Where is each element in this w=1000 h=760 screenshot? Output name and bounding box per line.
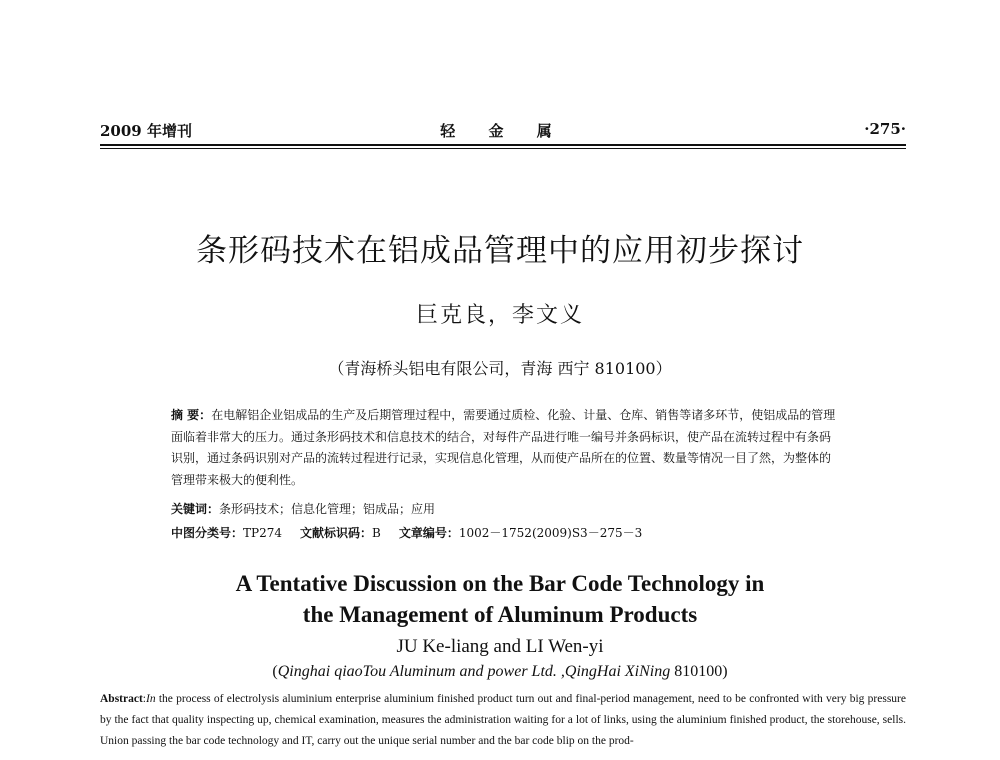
chinese-affiliation: （青海桥头铝电有限公司，青海 西宁 810100） [328, 359, 672, 378]
chinese-authors: 巨克良，李文义 [415, 303, 584, 328]
running-header [100, 120, 906, 142]
english-title-line-2: the Management of Aluminum Products [302, 602, 698, 627]
doc-code-value: B [372, 526, 381, 540]
article-no-value: 1002－1752(2009)S3－275－3 [458, 526, 643, 540]
english-abstract-label: Abstract [100, 693, 143, 705]
chinese-keywords [171, 500, 435, 517]
keywords-label: 关键词： [171, 502, 220, 516]
english-postcode: 810100 [670, 663, 723, 680]
english-authors: JU Ke-liang and LI Wen-yi [396, 636, 604, 657]
journal-issue: 2009 年增刊 [100, 122, 192, 140]
english-affiliation-text: Qinghai qiaoTou Aluminum and power Ltd. ,QingHai XiNing [277, 663, 671, 680]
chinese-abstract-text: 在电解铝企业铝成品的生产及后期管理过程中，需要通过质检、化验、计量、仓库、销售等诸多环节，使铝成品的管理面临着非常大的压力。通过条形码技术和信息技术的结合，对每件产品进行唯一编号并条码标识，使产品在流转过程中有条码识别，通过条码识别对产品的流转过程进行记录，实现信息化管理，从而使产品所在的位置、数量等情况一目了然，为整体的管理带来极大的便利性。 [171, 408, 836, 487]
chinese-abstract [171, 405, 841, 491]
article-no-label: 文章编号： [398, 526, 459, 540]
english-abstract-sep: : [142, 693, 146, 705]
english-abstract [100, 689, 906, 752]
english-title-line-1: A Tentative Discussion on the Bar Code Technology in [235, 571, 765, 596]
header-rule-thin [100, 148, 906, 149]
english-affiliation [0, 663, 1000, 681]
doc-code-label: 文献标识码： [300, 526, 373, 540]
affil-close-paren: ) [722, 663, 728, 680]
affil-open-paren: ( [272, 663, 278, 680]
classification-line [171, 524, 642, 541]
header-rule-thick [100, 144, 906, 146]
keywords-text: 条形码技术；信息化管理；铝成品；应用 [219, 502, 436, 516]
clc-label: 中图分类号： [171, 526, 244, 540]
journal-name: 轻 金 属 [440, 122, 566, 140]
english-abstract-italic: In [146, 693, 156, 705]
chinese-title: 条形码技术在铝成品管理中的应用初步探讨 [196, 233, 804, 269]
english-title [0, 568, 1000, 630]
english-abstract-text: the process of electrolysis aluminium enterprise aluminium finished product turn out and final-period management, need to be confronted with very big pressure by the fact that quality inspecting up, chemical examination, measures the administration waiting for a lot of links, using the aluminium finished product, the storehouse, sells. Union passing the bar code technology and IT, carry out the unique serial number and the bar code blip on the prod- [100, 693, 906, 747]
clc-value: TP274 [243, 526, 282, 540]
chinese-abstract-label: 摘 要： [171, 408, 212, 422]
page-number: ·275· [864, 120, 906, 138]
